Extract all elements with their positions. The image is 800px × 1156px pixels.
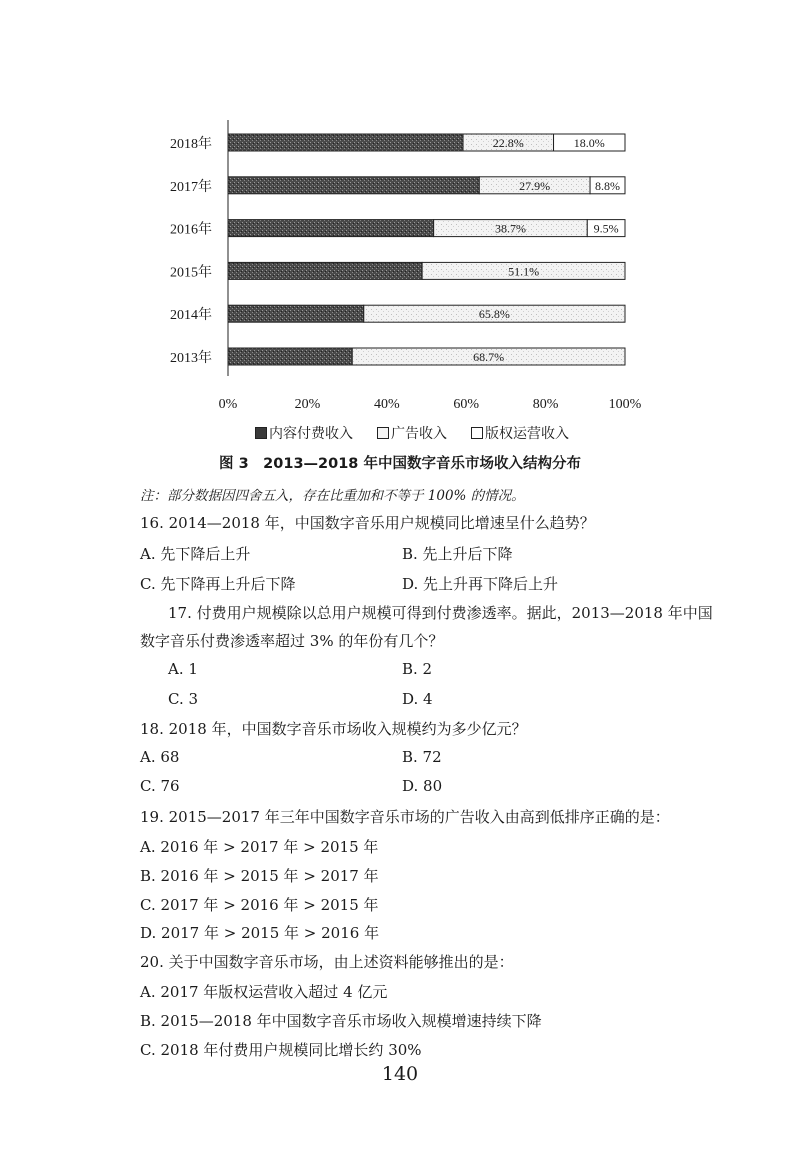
legend-label-copyright: 版权运营收入	[485, 426, 569, 442]
question-19: 19. 2015—2017 年三年中国数字音乐市场的广告收入由高到低排序正确的是：	[140, 808, 670, 826]
category-label: 2017年	[170, 179, 212, 195]
x-tick-label: 80%	[532, 397, 559, 412]
q19-option-b: B. 2016 年 > 2015 年 > 2017 年	[140, 867, 379, 885]
category-label: 2016年	[170, 222, 212, 238]
data-label: 27.9%	[519, 178, 551, 193]
data-label: 51.1%	[508, 264, 540, 279]
question-17-line1: 17. 付费用户规模除以总用户规模可得到付费渗透率。据此，2013—2018 年中国	[168, 604, 713, 622]
x-tick-label: 100%	[608, 397, 642, 412]
legend-swatch-ad	[377, 427, 389, 439]
q18-option-b: B. 72	[402, 748, 442, 766]
bar-segment	[228, 305, 364, 322]
chart-legend	[255, 423, 655, 443]
q20-option-c: C. 2018 年付费用户规模同比增长约 30%	[140, 1041, 422, 1059]
data-label: 22.8%	[492, 136, 524, 150]
legend-swatch-paid	[255, 427, 267, 439]
q16-option-c: C. 先下降再上升后下降	[140, 575, 296, 593]
q19-option-c: C. 2017 年 > 2016 年 > 2015 年	[140, 896, 379, 914]
q17-option-b: B. 2	[402, 660, 433, 678]
q18-option-d: D. 80	[402, 777, 443, 795]
x-tick-label: 0%	[218, 397, 238, 412]
legend-label-ad: 广告收入	[391, 426, 447, 442]
x-tick-label: 20%	[294, 397, 321, 412]
q16-option-a: A. 先下降后上升	[140, 545, 251, 563]
x-tick-label: 40%	[373, 397, 400, 412]
data-label: 65.8%	[478, 307, 510, 322]
figure-note: 注：部分数据因四舍五入，存在比重加和不等于 100% 的情况。	[140, 488, 525, 504]
bar-segment	[228, 220, 434, 237]
legend-swatch-copyright	[471, 427, 483, 439]
figure-caption: 图 3 2013—2018 年中国数字音乐市场收入结构分布	[219, 456, 581, 472]
q17-option-d: D. 4	[402, 690, 433, 708]
legend-item-copyright	[471, 423, 569, 443]
q20-option-a: A. 2017 年版权运营收入超过 4 亿元	[140, 983, 388, 1001]
q19-option-a: A. 2016 年 > 2017 年 > 2015 年	[140, 838, 379, 856]
data-label: 68.7%	[473, 350, 505, 364]
q18-option-c: C. 76	[140, 777, 180, 795]
category-label: 2013年	[170, 351, 212, 366]
bar-segment	[228, 348, 352, 365]
q18-option-a: A. 68	[140, 748, 180, 766]
page-number: 140	[381, 1063, 419, 1085]
question-18: 18. 2018 年，中国数字音乐市场收入规模约为多少亿元？	[140, 720, 527, 738]
data-label: 38.7%	[494, 221, 526, 236]
category-label: 2015年	[170, 265, 212, 281]
q16-option-b: B. 先上升后下降	[402, 545, 513, 563]
q20-option-b: B. 2015—2018 年中国数字音乐市场收入规模增速持续下降	[140, 1012, 542, 1030]
bar-segment	[228, 262, 422, 279]
legend-item-ad	[377, 423, 447, 443]
data-label: 9.5%	[593, 221, 619, 236]
revenue-structure-chart	[150, 118, 650, 418]
category-label: 2014年	[170, 308, 212, 324]
bar-segment	[228, 177, 479, 194]
category-label: 2018年	[170, 137, 212, 152]
q19-option-d: D. 2017 年 > 2015 年 > 2016 年	[140, 924, 380, 942]
question-17-line2: 数字音乐付费渗透率超过 3% 的年份有几个？	[140, 632, 444, 650]
data-label: 18.0%	[573, 136, 605, 150]
legend-item-paid	[255, 423, 353, 443]
question-20: 20. 关于中国数字音乐市场，由上述资料能够推出的是：	[140, 953, 514, 971]
data-label: 8.8%	[595, 178, 621, 193]
q16-option-d: D. 先上升再下降后上升	[402, 575, 559, 593]
question-16: 16. 2014—2018 年，中国数字音乐用户规模同比增速呈什么趋势？	[140, 514, 595, 532]
q17-option-c: C. 3	[168, 690, 199, 708]
x-tick-label: 60%	[453, 397, 480, 412]
q17-option-a: A. 1	[168, 660, 198, 678]
legend-label-paid: 内容付费收入	[269, 426, 353, 442]
bar-segment	[228, 134, 463, 151]
